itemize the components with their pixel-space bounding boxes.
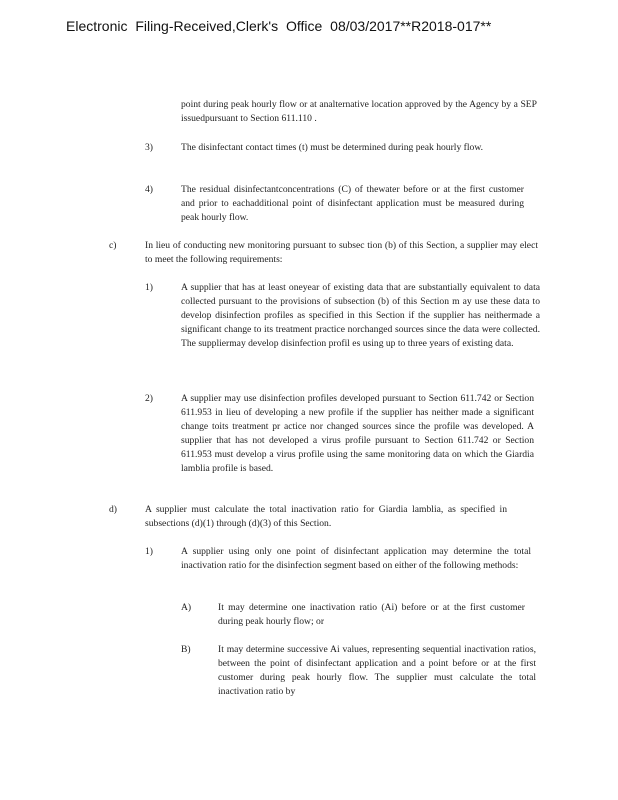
subsection-c-text: In lieu of conducting new monitoring pursuant to subsec tion (b) of this Section, a supplier may elect to meet the following requirements: xyxy=(145,240,538,265)
subsection-c-label: c) xyxy=(109,240,117,251)
continued-paragraph: point during peak hourly flow or at analternative location approved by the Agency by a SEP issuedpursuant to Section 611.110 . xyxy=(181,99,537,124)
item-dB-text: It may determine successive Ai values, representing sequential inactivation ratios, between the point of disinfectant application and a point before or at the first customer during peak hourly flow. The supplier must calculate the total inactivation ratio by xyxy=(218,644,536,697)
item-dB-label: B) xyxy=(181,644,191,655)
item-4-label: 4) xyxy=(145,184,153,195)
filing-header: Electronic Filing-Received,Clerk's Office 08/03/2017**R2018-017** xyxy=(66,18,492,34)
subsection-d-label: d) xyxy=(109,504,117,515)
item-3-label: 3) xyxy=(145,142,153,153)
item-c2-label: 2) xyxy=(145,393,153,404)
item-dA-label: A) xyxy=(181,602,192,613)
item-c2-text: A supplier may use disinfection profiles developed pursuant to Section 611.742 or Section 611.953 in lieu of developing a new profile if the supplier has neither made a significant change toits treatment pr actice nor changed sources since the profile was developed. A supplier that has not developed a virus profile pursuant to Section 611.742 or Section 611.953 must develop a virus profile using the same monitoring data on which the Giardia lamblia profile is based. xyxy=(181,393,534,474)
item-4-text: The residual disinfectantconcentrations (C) of thewater before or at the first customer and prior to eachadditional point of disinfectant application must be measured during peak hourly flow. xyxy=(181,184,524,223)
item-c1-text: A supplier that has at least oneyear of existing data that are substantially equivalent to data collected pursuant to the provisions of subsection (b) of this Section m ay use these data to develop disinfection profiles as specified in this Section if the supplier has neithermade a significant change to its treatment practice norchanged sources since the data were collected. The suppliermay develop disinfection profil es using up to three years of existing data. xyxy=(181,282,540,349)
item-d1-text: A supplier using only one point of disinfectant application may determine the total inactivation ratio for the disinfection segment based on either of the following methods: xyxy=(181,546,531,571)
item-dA-text: It may determine one inactivation ratio (Ai) before or at the first customer during peak hourly flow; or xyxy=(218,602,525,627)
item-c1-label: 1) xyxy=(145,282,153,293)
item-d1-label: 1) xyxy=(145,546,153,557)
item-3-text: The disinfectant contact times (t) must be determined during peak hourly flow. xyxy=(181,142,484,153)
subsection-d-text: A supplier must calculate the total inactivation ratio for Giardia lamblia, as specified in subsections (d)(1) through (d)(3) of this Section. xyxy=(145,504,507,529)
